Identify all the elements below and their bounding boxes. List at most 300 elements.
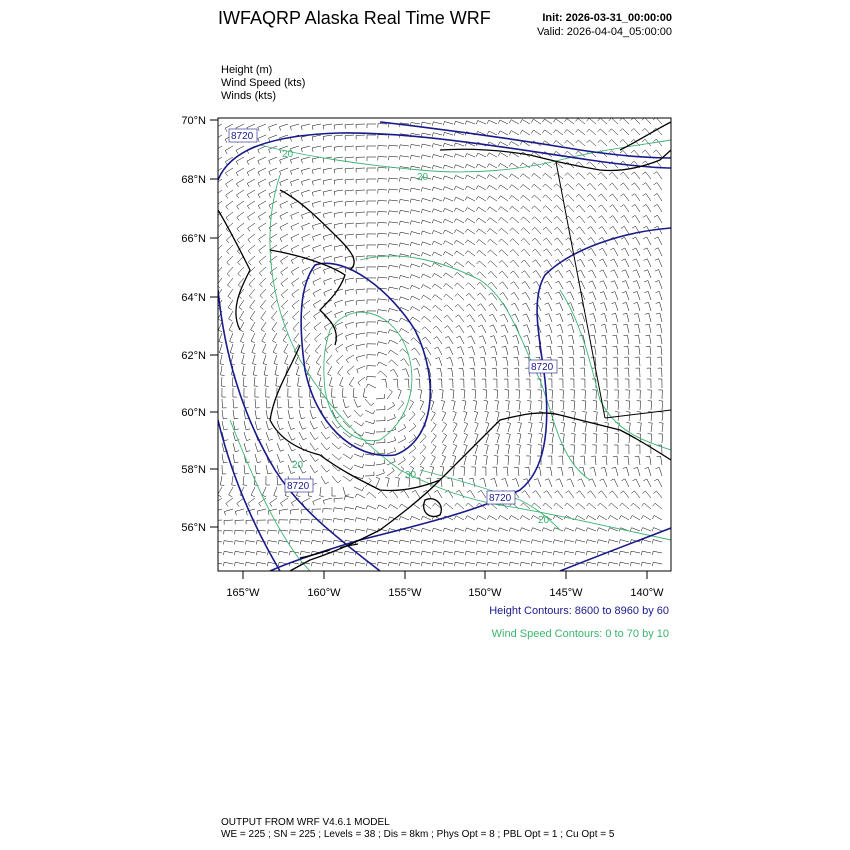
wind-barb — [323, 212, 332, 218]
wind-barb — [637, 412, 641, 421]
wind-barb — [354, 464, 364, 468]
wind-barb — [448, 368, 453, 377]
wind-barb — [576, 216, 585, 223]
wind-barb — [275, 366, 279, 376]
wind-barb — [420, 400, 424, 410]
wind-barb — [323, 201, 332, 207]
wind-barb — [467, 325, 475, 333]
wind-barb — [220, 355, 224, 365]
wind-barb — [356, 157, 365, 161]
wind-barb — [367, 234, 376, 238]
wind-barb — [410, 242, 420, 246]
wind-barb — [478, 490, 486, 498]
wind-barb — [590, 324, 596, 333]
wind-barb — [499, 217, 509, 223]
wind-barb — [345, 190, 354, 195]
wind-barb — [290, 520, 299, 524]
wind-barb — [591, 456, 596, 465]
wind-barb — [622, 281, 629, 289]
wind-barb — [455, 503, 464, 509]
wind-barb — [301, 179, 310, 185]
wind-barb — [656, 291, 663, 300]
wind-barb — [521, 217, 530, 223]
wind-barb — [624, 357, 629, 366]
wind-barb — [599, 248, 607, 256]
wind-barb — [646, 357, 651, 366]
wind-barb — [334, 245, 343, 251]
wind-barb — [443, 230, 453, 234]
wind-barb — [345, 278, 354, 284]
wind-barb — [378, 233, 387, 237]
wind-barb — [453, 433, 457, 443]
wind-barb — [634, 302, 640, 311]
wind-barb — [509, 562, 519, 566]
wind-barb — [503, 467, 508, 476]
wind-barb — [600, 303, 607, 312]
wind-barb — [576, 173, 585, 179]
wind-barb — [410, 155, 420, 159]
wind-barb — [250, 300, 255, 310]
wind-barb — [453, 422, 457, 432]
wind-barb — [238, 267, 244, 276]
wind-barb — [654, 204, 662, 212]
wind-barb — [487, 207, 497, 212]
wind-barb — [553, 540, 563, 544]
wind-barb — [321, 443, 330, 450]
wind-barb — [473, 455, 477, 465]
wind-barb — [538, 401, 542, 410]
wind-barb — [598, 140, 607, 146]
wind-barb — [420, 455, 425, 465]
wind-barb — [653, 150, 662, 157]
wind-barb — [291, 234, 299, 242]
wind-barb — [454, 121, 464, 125]
wind-barb — [478, 325, 486, 333]
wind-barb — [554, 195, 563, 201]
wind-barb — [644, 270, 651, 278]
wind-barb — [323, 190, 332, 196]
wind-barb — [448, 478, 453, 487]
wind-barb — [648, 423, 652, 432]
wind-barb — [527, 390, 531, 399]
wind-barb — [498, 528, 508, 532]
wind-barb — [656, 313, 662, 322]
wind-barb — [320, 487, 324, 496]
wind-barb — [542, 540, 552, 544]
wind-barb — [483, 456, 487, 466]
wind-barb — [344, 529, 354, 533]
wind-barb — [633, 270, 640, 278]
wind-barb — [388, 562, 398, 566]
wind-barb — [442, 433, 447, 443]
wind-barb — [235, 509, 244, 515]
wind-barb — [378, 266, 387, 270]
wind-barb — [302, 498, 310, 506]
wind-barb — [599, 216, 608, 223]
wind-barb — [332, 454, 341, 460]
lat-tick-label: 62°N — [181, 350, 206, 362]
wind-barb — [624, 346, 629, 355]
wind-barb — [299, 399, 304, 408]
wind-barb — [215, 212, 222, 221]
lon-tick-label: 140°W — [630, 587, 664, 599]
wind-barb — [288, 388, 292, 397]
wind-barb — [223, 562, 233, 566]
wind-barb — [414, 368, 420, 377]
wind-barb — [566, 281, 574, 289]
wind-barb — [240, 333, 244, 343]
wind-barb — [587, 503, 596, 509]
wind-barb — [478, 304, 487, 311]
wind-barb — [612, 313, 618, 322]
wind-barb — [620, 129, 629, 135]
wind-barb — [345, 300, 354, 306]
wind-barb — [568, 467, 574, 476]
wind-barb — [300, 540, 310, 544]
wind-barb — [315, 344, 321, 354]
wind-barb — [625, 445, 629, 454]
wind-barb — [559, 390, 563, 399]
wind-barb — [241, 344, 245, 354]
wind-barb — [398, 401, 404, 410]
wind-barb — [443, 122, 453, 126]
wind-barb — [520, 120, 530, 125]
wind-barb — [323, 509, 332, 513]
wind-barb — [613, 346, 618, 355]
wind-barb — [274, 355, 278, 365]
wind-barb — [345, 201, 354, 206]
wind-barb — [644, 259, 651, 267]
wind-barb — [322, 540, 332, 544]
wind-barb — [321, 476, 329, 484]
wind-barb — [622, 292, 629, 301]
wind-contour-legend: Wind Speed Contours: 0 to 70 by 10 — [491, 628, 669, 640]
wind-barb — [338, 366, 343, 376]
wind-barb — [545, 303, 552, 311]
wind-barb — [301, 124, 310, 130]
wind-barb — [284, 344, 288, 354]
wind-barb — [421, 209, 431, 213]
wind-barb — [356, 146, 365, 150]
wind-barb — [491, 478, 497, 487]
wind-barb — [484, 444, 488, 454]
wind-barb — [454, 516, 464, 520]
wind-barb — [310, 432, 318, 440]
wind-barb — [610, 205, 619, 212]
wind-barb — [611, 270, 618, 278]
wind-barb — [311, 562, 321, 566]
wind-barb — [355, 529, 365, 533]
wind-barb — [432, 209, 442, 213]
wind-barb — [227, 278, 233, 288]
wind-barb — [632, 194, 641, 201]
border-segment-east — [605, 410, 671, 418]
wind-barb — [434, 347, 442, 355]
wind-barb — [642, 491, 651, 498]
wind-barb — [593, 412, 597, 422]
wind-barb — [459, 368, 464, 377]
wind-barb — [333, 551, 343, 555]
lat-tick-label: 64°N — [181, 292, 206, 304]
wind-barb — [261, 311, 266, 321]
wind-barb — [302, 267, 310, 275]
wind-barb — [554, 238, 563, 245]
wind-barb — [321, 432, 330, 439]
wind-barb — [546, 346, 552, 355]
wind-barb — [367, 289, 376, 293]
wind-barb — [249, 289, 255, 299]
wind-barb — [410, 540, 420, 544]
wind-barb — [251, 322, 255, 332]
wind-barb — [586, 562, 596, 566]
wind-barb — [602, 456, 607, 465]
wind-barb — [259, 223, 267, 231]
wind-barb — [432, 273, 442, 278]
wind-barb — [343, 487, 349, 496]
wind-barb — [367, 179, 376, 183]
wind-barb — [276, 377, 280, 386]
wind-barb — [440, 466, 444, 476]
wind-barb — [388, 287, 398, 291]
wind-barb — [287, 377, 291, 387]
wind-barb — [248, 256, 255, 265]
lat-tick-label: 68°N — [181, 174, 206, 186]
wind-barb — [500, 293, 508, 301]
wind-barb — [344, 518, 354, 522]
wind-barb — [312, 223, 321, 230]
wind-barb — [421, 220, 431, 224]
wind-barb — [249, 278, 255, 287]
wind-barb — [410, 285, 420, 289]
wind-barb — [313, 267, 321, 274]
wind-barb — [269, 212, 277, 220]
wind-barb — [432, 295, 442, 300]
wind-barb — [302, 212, 311, 219]
wind-barb — [292, 289, 299, 298]
wind-barb — [355, 506, 365, 510]
wind-barb — [244, 432, 250, 441]
wind-barb — [377, 562, 387, 566]
wind-barb — [356, 355, 365, 361]
wind-barb — [538, 390, 542, 399]
wind-barb — [409, 456, 415, 465]
wind-barb — [587, 205, 596, 212]
wind-barb — [613, 456, 618, 465]
wind-barb — [234, 562, 244, 566]
wind-barb — [317, 366, 321, 376]
wind-barb — [514, 368, 519, 377]
wind-barb — [580, 368, 585, 377]
wind-barb — [399, 189, 409, 193]
wind-barb — [593, 401, 597, 410]
wind-barb — [224, 541, 234, 545]
wind-barb — [323, 135, 332, 140]
wind-barb — [532, 227, 541, 234]
wind-barb — [328, 366, 332, 376]
wind-barb — [643, 215, 651, 223]
wind-barb — [588, 248, 596, 256]
footer-model: OUTPUT FROM WRF V4.6.1 MODEL — [221, 817, 390, 828]
wind-barb — [312, 168, 321, 174]
wind-barb — [506, 433, 510, 443]
wind-barb — [454, 197, 464, 201]
wind-barb — [291, 223, 299, 230]
wind-barb — [487, 153, 497, 157]
wind-barb — [312, 530, 322, 534]
wind-barb — [643, 204, 651, 212]
wind-barb — [531, 130, 541, 135]
wind-barb — [431, 422, 436, 432]
wind-barb — [280, 201, 288, 208]
wind-barb — [487, 516, 497, 520]
wind-barb — [251, 333, 255, 343]
wind-barb — [301, 168, 310, 174]
wind-barb — [623, 313, 629, 322]
wind-barb — [553, 551, 563, 555]
wind-barb — [410, 275, 420, 279]
wind-barb — [356, 311, 365, 316]
lat-tick-label: 60°N — [181, 407, 206, 419]
lon-tick-label: 165°W — [226, 587, 260, 599]
wind-barb — [345, 124, 354, 129]
wind-barb — [255, 410, 260, 419]
wind-barb — [495, 444, 499, 454]
wind-speed-contours — [230, 140, 671, 571]
wind-barb — [421, 551, 431, 555]
wind-barb — [571, 434, 575, 443]
wind-barb — [399, 199, 409, 203]
wind-barb — [483, 390, 487, 399]
wind-barb — [421, 231, 431, 235]
wind-barb — [258, 157, 266, 164]
wind-barb — [609, 118, 618, 124]
wind-barb — [631, 118, 640, 124]
wind-barb — [356, 300, 365, 305]
wind-barb — [505, 401, 509, 411]
wind-barb — [643, 194, 651, 201]
wind-barb — [657, 456, 662, 465]
wind-barb — [248, 223, 255, 232]
wind-barb — [510, 217, 519, 223]
wind-barb — [532, 503, 541, 509]
wind-barb — [298, 377, 302, 387]
wind-barb — [227, 267, 233, 276]
wind-barb — [634, 324, 640, 333]
wind-barb — [543, 206, 552, 212]
wind-barb — [592, 390, 596, 399]
wind-barb — [582, 401, 586, 410]
wind-barb — [432, 230, 442, 234]
wind-barb — [367, 366, 376, 370]
wind-barb — [240, 322, 244, 332]
wind-barb — [642, 503, 652, 509]
wind-barb — [466, 283, 475, 289]
wind-barb — [332, 476, 341, 483]
wind-barb — [332, 443, 341, 449]
wind-barb — [621, 479, 629, 487]
wind-barb — [245, 562, 255, 566]
wind-barb — [443, 143, 453, 147]
wind-barb — [516, 390, 520, 399]
wind-barb — [436, 368, 442, 377]
wind-barb — [399, 286, 409, 290]
wind-barb — [511, 292, 519, 300]
wind-barb — [220, 476, 224, 486]
wind-barb — [476, 186, 486, 190]
wind-barb — [532, 195, 541, 201]
wind-barb — [555, 281, 563, 289]
wind-barb — [367, 135, 376, 139]
lon-tick-label: 155°W — [388, 587, 422, 599]
wind-barb — [452, 455, 456, 465]
wind-barb — [304, 333, 310, 342]
wind-barb — [564, 540, 574, 544]
wind-barb — [454, 251, 464, 256]
wind-barb — [588, 238, 596, 246]
wind-barb — [555, 270, 563, 278]
wind-barb — [532, 217, 541, 223]
wind-barb — [443, 273, 453, 278]
wind-barb — [378, 200, 387, 204]
wind-barb — [630, 562, 640, 566]
wind-barb — [393, 379, 398, 388]
wind-barb — [237, 212, 244, 221]
wind-barb — [659, 412, 663, 421]
wind-barb — [256, 562, 266, 566]
wind-barb — [603, 445, 607, 454]
wind-barb — [247, 157, 255, 165]
wind-barb — [642, 172, 651, 179]
wind-barb — [621, 248, 629, 256]
wind-barb — [631, 183, 640, 190]
wind-barb — [598, 129, 607, 135]
wind-barb — [494, 456, 498, 465]
wind-barb — [466, 304, 475, 311]
wind-barb — [212, 562, 222, 566]
wind-barb — [356, 223, 365, 228]
wind-barb — [412, 490, 420, 498]
wind-barb — [433, 326, 442, 333]
wind-barb — [246, 530, 255, 534]
wind-barb — [644, 248, 652, 256]
wind-barb — [313, 498, 321, 505]
wind-barb — [345, 234, 354, 239]
wind-barb — [611, 292, 618, 300]
wind-barb — [506, 411, 510, 421]
wind-barb — [432, 284, 442, 289]
wind-barb — [641, 551, 651, 555]
wind-barb — [292, 278, 299, 286]
wind-barb — [602, 357, 607, 366]
wind-barb — [378, 299, 387, 303]
wind-barb — [510, 260, 519, 267]
wind-barb — [258, 146, 266, 153]
wind-barb — [334, 190, 343, 195]
wind-barb — [333, 518, 343, 522]
wind-barb — [487, 540, 497, 544]
wind-barb — [456, 325, 464, 333]
wind-barb — [346, 333, 354, 340]
wind-barb — [421, 253, 431, 257]
wind-barb — [357, 366, 365, 373]
wind-barb — [520, 528, 530, 532]
wind-barb — [262, 487, 266, 497]
wind-label-3: 20 — [292, 460, 304, 471]
wind-barb — [509, 540, 519, 544]
wind-barb — [543, 249, 552, 256]
wind-barb — [296, 366, 300, 376]
wind-barb — [586, 528, 596, 532]
